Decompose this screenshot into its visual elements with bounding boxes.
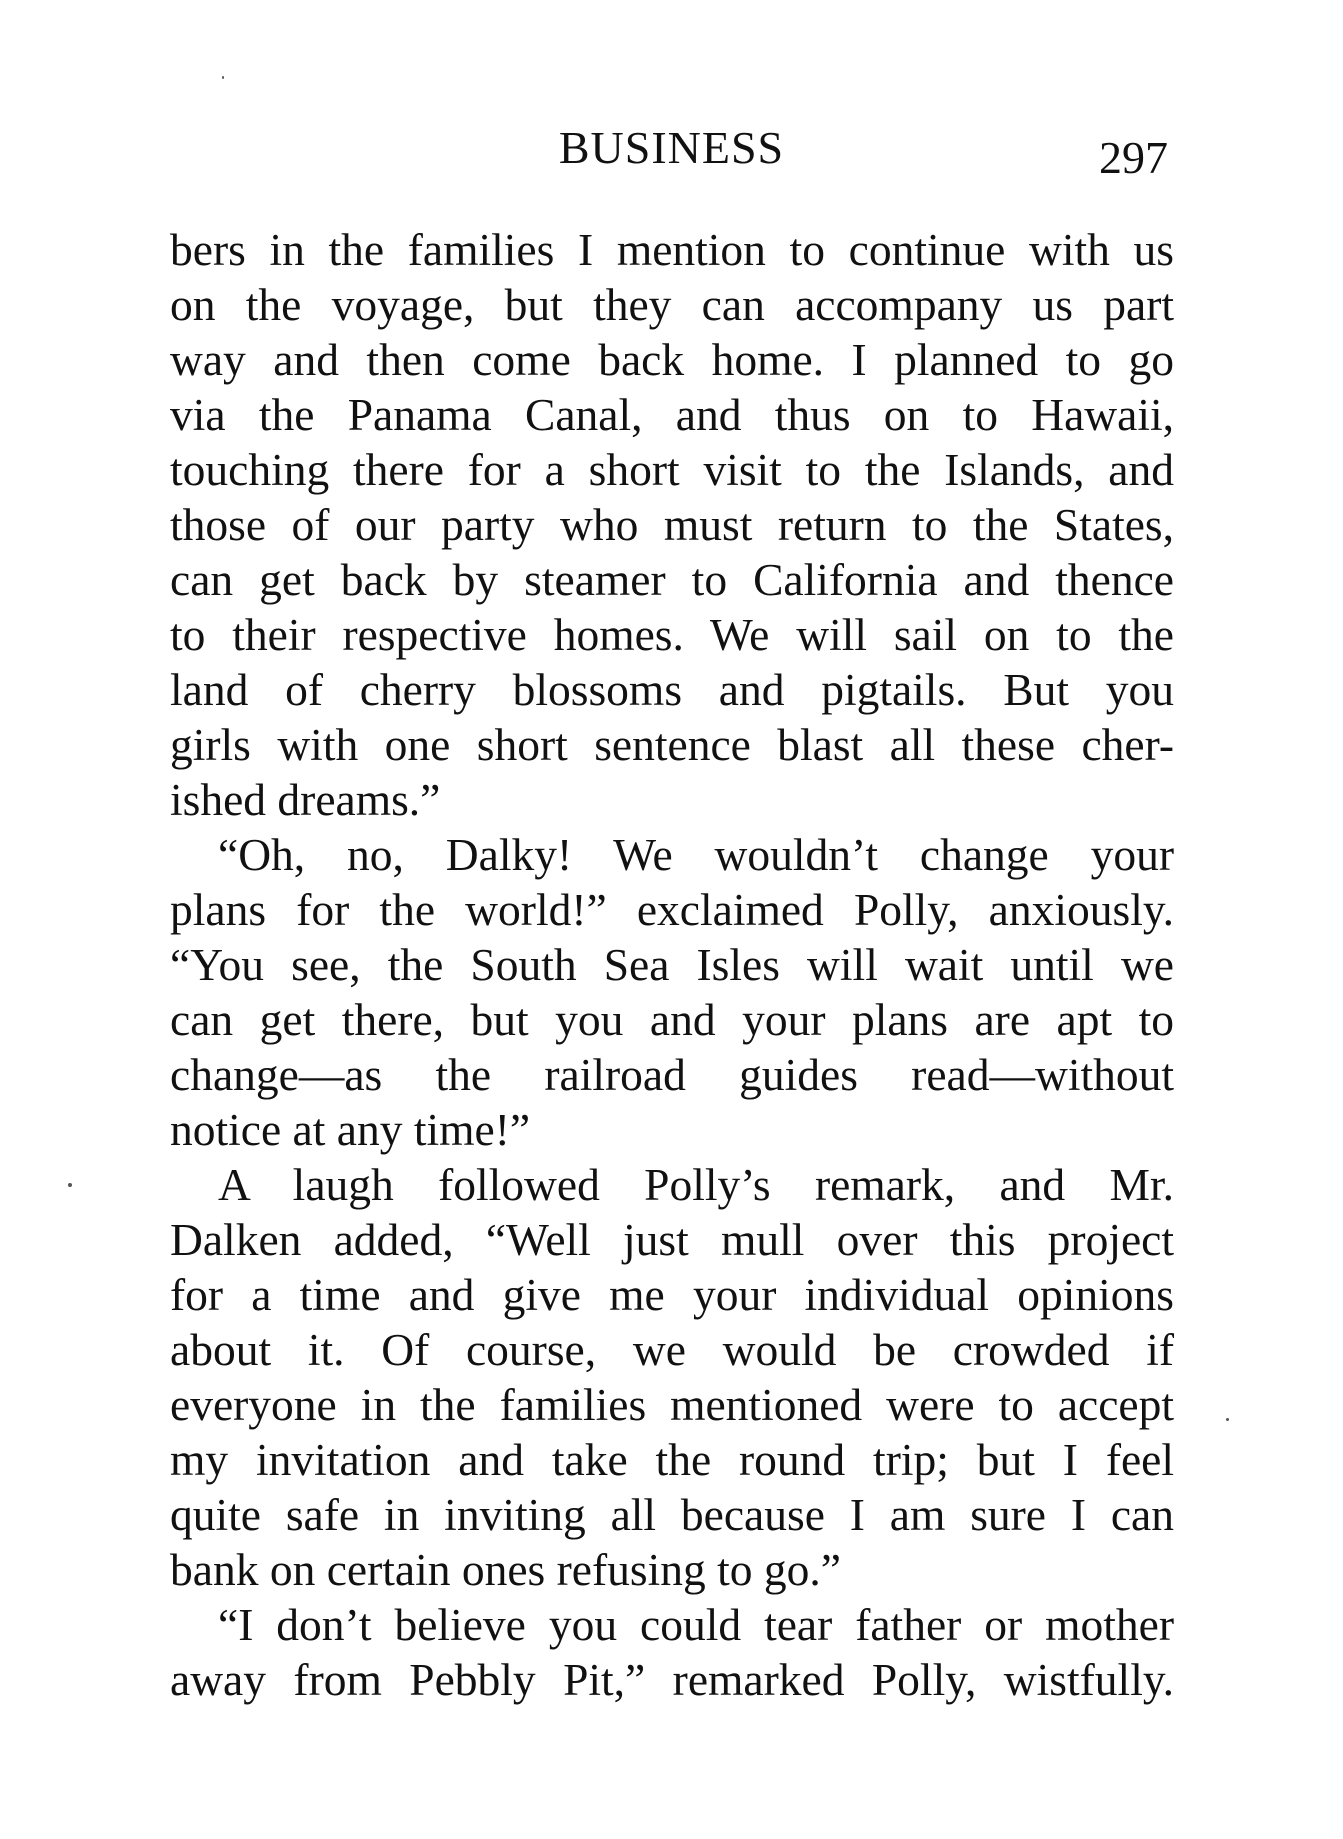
text-line: my invitation and take the round trip; but I feel [170,1434,1174,1485]
paragraph [170,222,1174,827]
text-line: plans for the world!” exclaimed Polly, anxiously. [170,884,1174,935]
text-line: about it. Of course, we would be crowded if [170,1324,1174,1375]
text-line: can get there, but you and your plans are apt to [170,994,1174,1045]
text-line: can get back by steamer to California and thence [170,554,1174,605]
text-line: bers in the families I mention to continue with us [170,224,1174,275]
text-line: land of cherry blossoms and pigtails. But you [170,664,1174,715]
scan-speck [222,76,224,79]
running-head [0,118,1343,183]
paragraph [170,1597,1174,1707]
text-line: ished dreams.” [170,774,441,825]
paragraph [170,827,1174,1157]
paragraph [170,1157,1174,1597]
page-number: 297 [1099,132,1168,183]
text-line: on the voyage, but they can accompany us part [170,279,1174,330]
text-line: “I don’t believe you could tear father or mother [218,1599,1174,1650]
text-line: for a time and give me your individual opinions [170,1269,1174,1320]
text-line: “You see, the South Sea Isles will wait until we [170,939,1174,990]
running-title: BUSINESS [558,122,785,173]
text-line: girls with one short sentence blast all these cher- [170,719,1174,770]
text-line: touching there for a short visit to the Islands, and [170,444,1174,495]
text-line: away from Pebbly Pit,” remarked Polly, wistfully. [170,1654,1174,1705]
text-line: everyone in the families mentioned were to accept [170,1379,1174,1430]
body-text [170,222,1174,1707]
scan-speck [68,1183,72,1187]
text-line: to their respective homes. We will sail on to the [170,609,1174,660]
text-line: A laugh followed Polly’s remark, and Mr. [218,1159,1174,1210]
text-line: quite safe in inviting all because I am sure I can [170,1489,1174,1540]
text-line: those of our party who must return to the States, [170,499,1174,550]
text-line: notice at any time!” [170,1104,531,1155]
text-line: bank on certain ones refusing to go.” [170,1544,841,1595]
scan-speck [1226,1418,1229,1421]
text-line: Dalken added, “Well just mull over this project [170,1214,1174,1265]
text-line: via the Panama Canal, and thus on to Hawaii, [170,389,1174,440]
text-line: way and then come back home. I planned to go [170,334,1174,385]
text-line: “Oh, no, Dalky! We wouldn’t change your [218,829,1174,880]
text-line: change—as the railroad guides read—without [170,1049,1174,1100]
